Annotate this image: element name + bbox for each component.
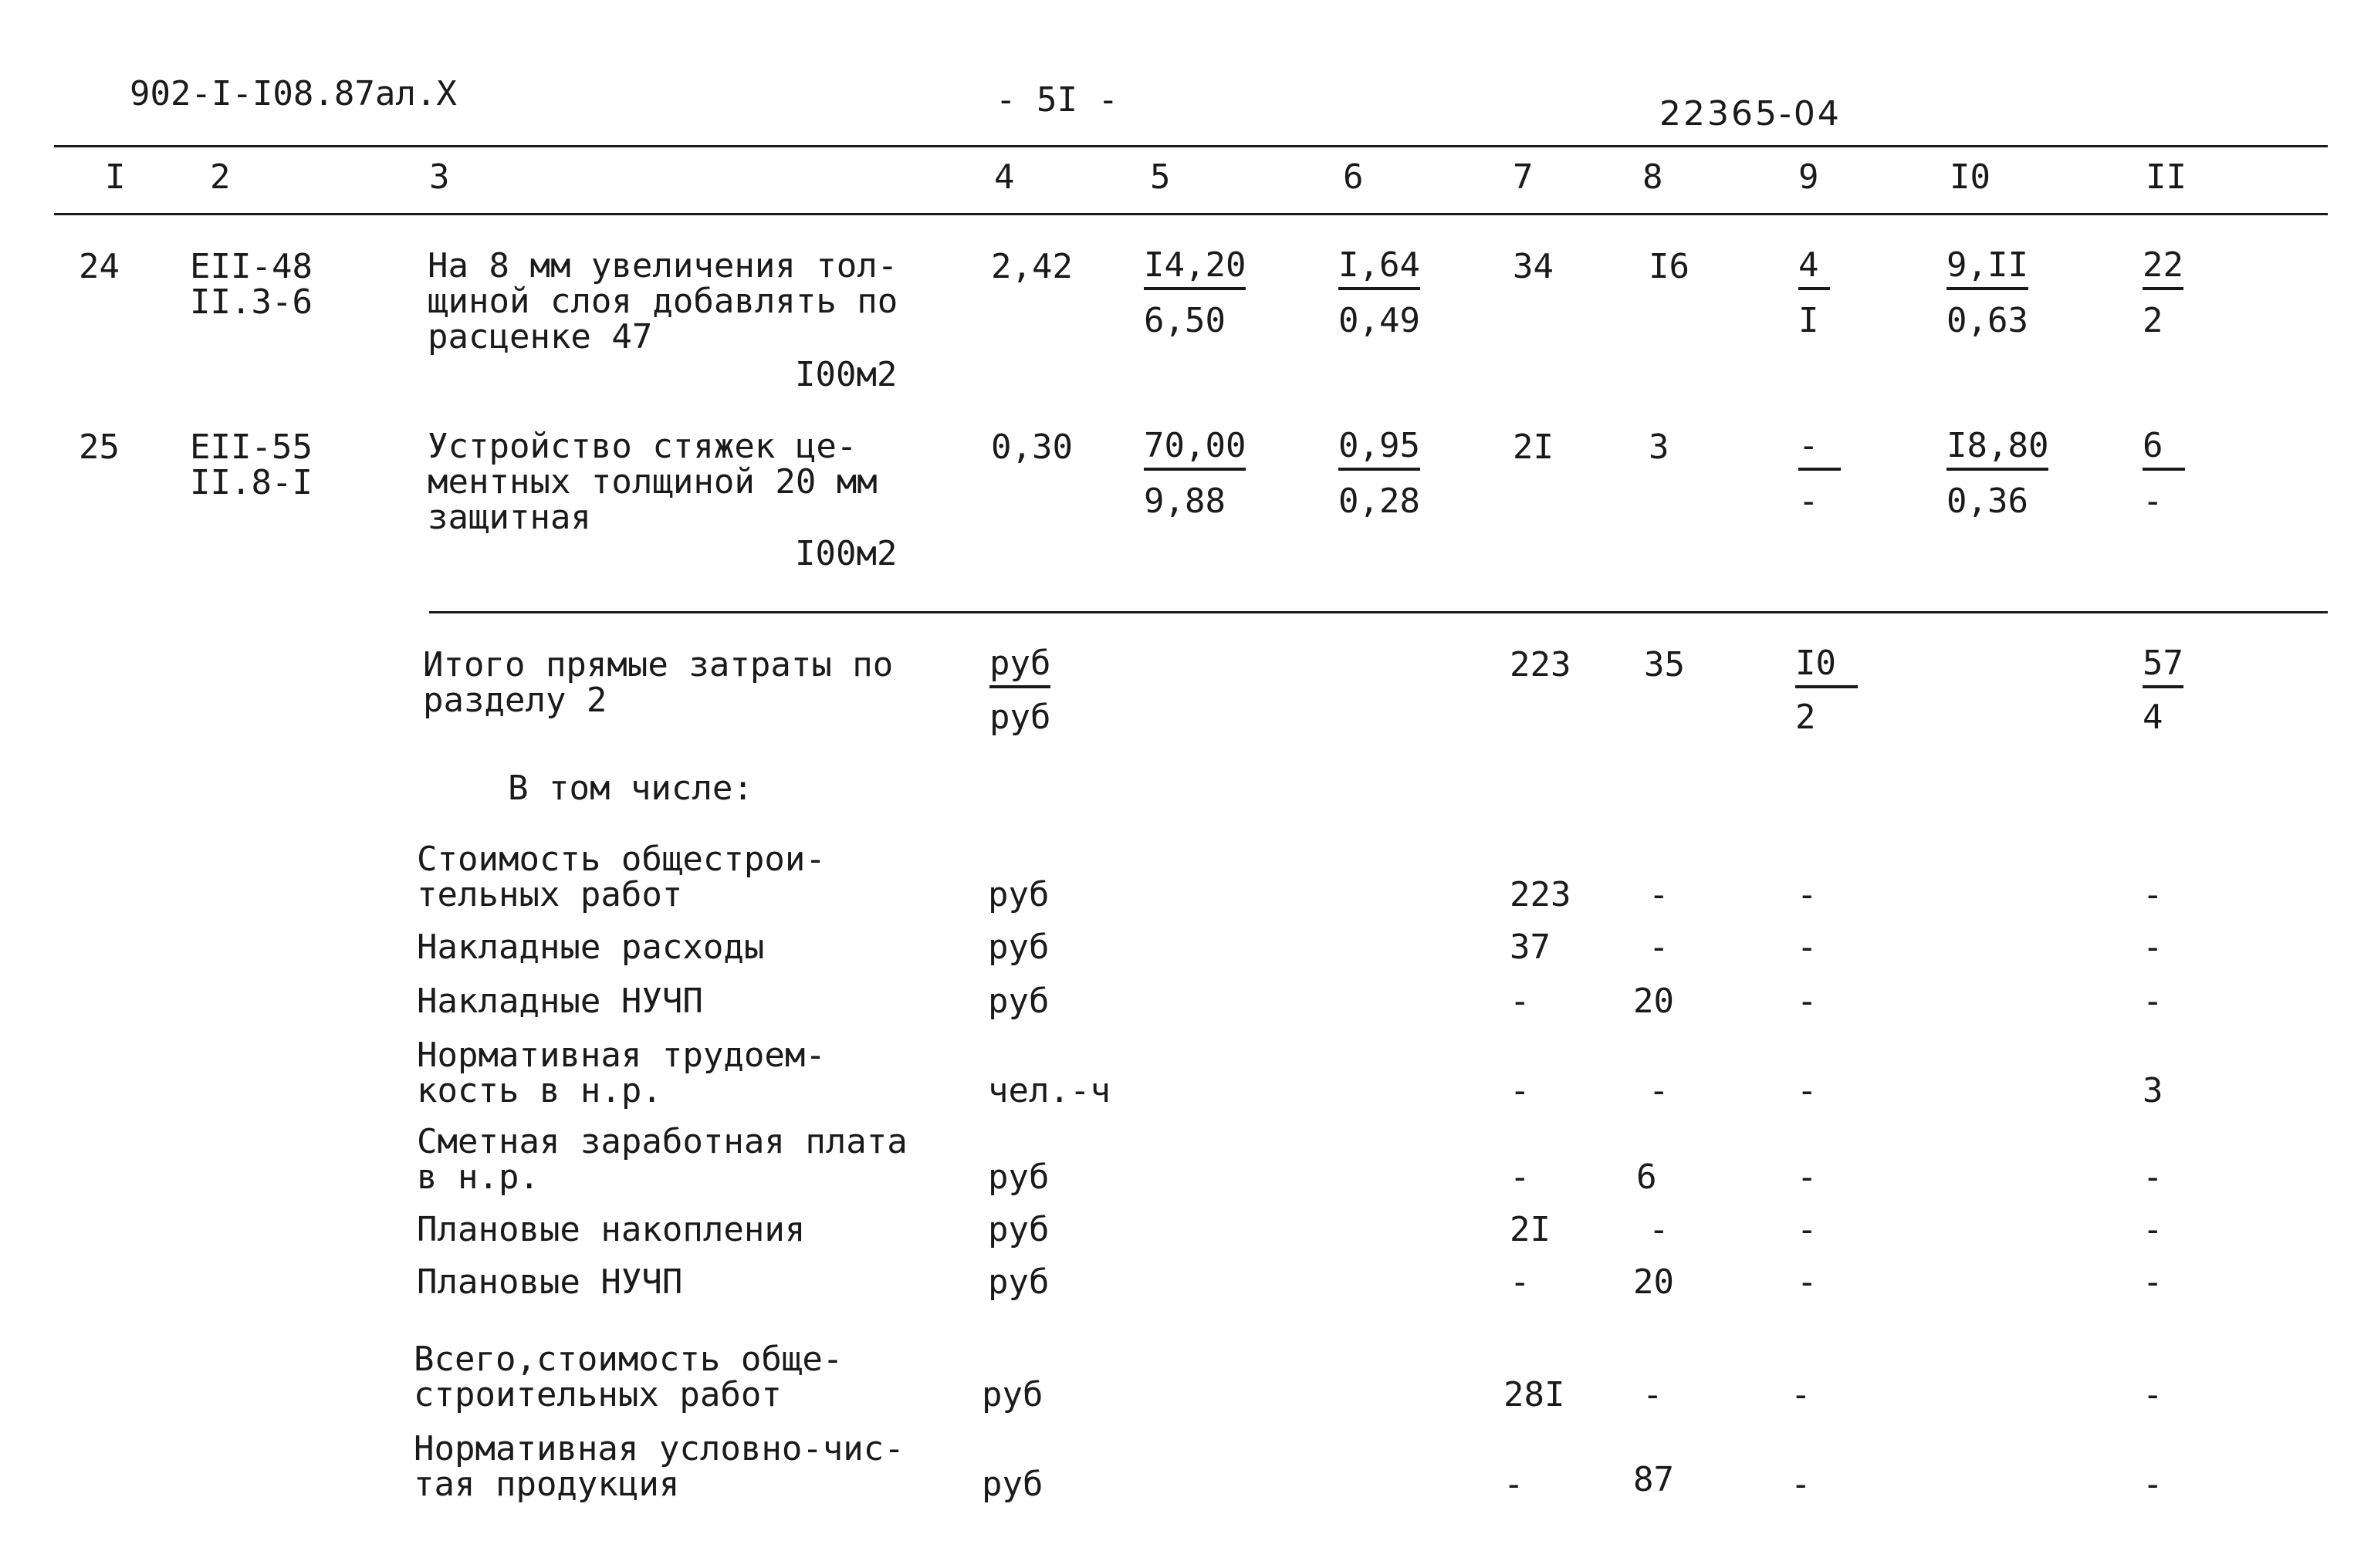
- col11-top: 22: [2143, 248, 2183, 290]
- item-unit: чел.-ч: [988, 1071, 1111, 1110]
- col9-bottom: I: [1798, 301, 1819, 340]
- item-unit: руб: [988, 982, 1050, 1021]
- item-col8: -: [1649, 928, 1669, 967]
- col6-top: 0,95: [1338, 429, 1420, 471]
- item-col8: 87: [1633, 1460, 1674, 1499]
- reference-number: 22365-04: [1659, 94, 1842, 133]
- item-label-line1: Накладные НУЧП: [417, 982, 703, 1021]
- including-heading: В том числе:: [508, 769, 753, 808]
- col5-top: 70,00: [1144, 429, 1246, 471]
- col10-bottom: 0,63: [1947, 301, 2028, 340]
- item-col11: 3: [2143, 1071, 2163, 1110]
- item-unit: руб: [988, 928, 1050, 967]
- total-unit-top: руб: [989, 647, 1050, 688]
- item-col8: -: [1649, 1071, 1669, 1110]
- row-number: 25: [79, 427, 120, 467]
- item-col9: -: [1797, 1262, 1818, 1302]
- col6-top: I,64: [1338, 248, 1420, 290]
- item-unit: руб: [988, 1262, 1050, 1302]
- row-description-line1: На 8 мм увеличения тол-: [428, 246, 898, 286]
- item-col11: -: [2143, 1262, 2163, 1302]
- item-col9: -: [1791, 1375, 1811, 1414]
- col-header-9: 9: [1798, 157, 1819, 197]
- item-col9: -: [1797, 1210, 1818, 1249]
- item-col11: -: [2143, 1375, 2163, 1414]
- item-col9: -: [1791, 1465, 1811, 1504]
- item-col7: 223: [1510, 875, 1571, 914]
- col-header-2: 2: [210, 157, 231, 197]
- col-header-7: 7: [1513, 157, 1534, 197]
- col-header-11: II: [2146, 157, 2187, 197]
- item-col7: -: [1503, 1465, 1524, 1504]
- item-label-line2: тельных работ: [417, 875, 683, 914]
- item-col8: 20: [1633, 1262, 1674, 1302]
- rate-code: EII-48: [190, 247, 313, 286]
- col7-value: 34: [1513, 247, 1554, 286]
- item-col11: -: [2143, 1465, 2163, 1504]
- col10-bottom: 0,36: [1947, 482, 2028, 521]
- item-label-line2: кость в н.р.: [417, 1071, 662, 1110]
- col10-top: 9,II: [1947, 248, 2028, 290]
- total-col8: 35: [1644, 645, 1685, 684]
- item-col7: 37: [1510, 928, 1551, 967]
- header-bottom-rule: [54, 213, 2328, 215]
- col9-top: -: [1798, 429, 1841, 471]
- rate-subcode: II.8-I: [190, 463, 313, 502]
- item-col8: -: [1649, 875, 1669, 914]
- item-col7: -: [1510, 1262, 1530, 1302]
- item-label-line2: строительных работ: [414, 1375, 782, 1414]
- item-unit: руб: [988, 1210, 1050, 1249]
- row-unit: I00м2: [795, 534, 898, 573]
- item-col11: -: [2143, 928, 2163, 967]
- col11-bottom: 2: [2143, 301, 2163, 340]
- col-header-1: I: [105, 157, 126, 197]
- item-col9: -: [1797, 928, 1818, 967]
- item-label-line1: Нормативная условно-чис-: [414, 1429, 905, 1468]
- item-col9: -: [1797, 1157, 1818, 1197]
- row-quantity: 2,42: [991, 247, 1073, 286]
- item-label-line1: Плановые НУЧП: [417, 1262, 683, 1302]
- col9-bottom: -: [1798, 482, 1819, 521]
- item-unit: руб: [988, 1157, 1050, 1197]
- col-header-8: 8: [1642, 157, 1663, 197]
- col-header-10: I0: [1950, 157, 1990, 197]
- total-col9-bottom: 2: [1795, 698, 1816, 737]
- col10-top: I8,80: [1947, 429, 2048, 471]
- item-col8: 20: [1633, 982, 1674, 1021]
- header-top-rule: [54, 145, 2328, 147]
- col11-bottom: -: [2143, 482, 2163, 521]
- row-unit: I00м2: [795, 355, 898, 394]
- document-code: 902-I-I08.87ал.X: [130, 74, 457, 113]
- item-col8: -: [1642, 1375, 1663, 1414]
- item-label-line1: Сметная заработная плата: [417, 1122, 908, 1161]
- rate-code: EII-55: [190, 427, 313, 467]
- col5-top: I4,20: [1144, 248, 1246, 290]
- item-col9: -: [1797, 875, 1818, 914]
- col-header-3: 3: [429, 157, 450, 197]
- total-col9-top: I0: [1795, 647, 1858, 688]
- item-col11: -: [2143, 1157, 2163, 1197]
- row-description-line1: Устройство стяжек це-: [428, 427, 857, 466]
- item-unit: руб: [982, 1465, 1043, 1504]
- item-label-line1: Накладные расходы: [417, 928, 765, 967]
- item-label-line1: Всего,стоимость обще-: [414, 1340, 844, 1379]
- item-col11: -: [2143, 1210, 2163, 1249]
- row-description-line3: расценке 47: [428, 317, 653, 357]
- total-label-line1: Итого прямые затраты по: [423, 645, 894, 684]
- row-description-line2: щиной слоя добавлять по: [428, 282, 898, 321]
- rate-subcode: II.3-6: [190, 282, 313, 322]
- item-col11: -: [2143, 875, 2163, 914]
- col6-bottom: 0,49: [1338, 301, 1420, 340]
- row-number: 24: [79, 247, 120, 286]
- item-label-line1: Стоимость общестрои-: [417, 840, 826, 879]
- item-unit: руб: [982, 1375, 1043, 1414]
- item-col7: -: [1510, 982, 1530, 1021]
- item-label-line2: в н.р.: [417, 1157, 539, 1197]
- col5-bottom: 6,50: [1144, 301, 1226, 340]
- item-col8: 6: [1636, 1157, 1657, 1197]
- item-col11: -: [2143, 982, 2163, 1021]
- col11-top: 6: [2143, 429, 2185, 471]
- item-col7: 28I: [1503, 1375, 1565, 1414]
- total-label-line2: разделу 2: [423, 681, 607, 720]
- row-quantity: 0,30: [991, 427, 1073, 467]
- total-unit-bottom: руб: [989, 698, 1051, 737]
- page-number: - 5I -: [996, 80, 1118, 120]
- col-header-6: 6: [1343, 157, 1364, 197]
- item-col9: -: [1797, 1071, 1818, 1110]
- item-label-line1: Нормативная трудоем-: [417, 1036, 826, 1075]
- total-col11-bottom: 4: [2143, 698, 2163, 737]
- item-label-line2: тая продукция: [414, 1465, 680, 1504]
- col9-top: 4: [1798, 248, 1830, 290]
- item-col8: -: [1649, 1210, 1669, 1249]
- section-divider: [429, 611, 2328, 613]
- col8-value: I6: [1649, 247, 1689, 286]
- col6-bottom: 0,28: [1338, 482, 1420, 521]
- item-col7: -: [1510, 1157, 1530, 1197]
- col8-value: 3: [1649, 427, 1669, 467]
- col-header-4: 4: [994, 157, 1015, 197]
- item-unit: руб: [988, 875, 1050, 914]
- row-description-line2: ментных толщиной 20 мм: [428, 462, 878, 502]
- item-col7: 2I: [1510, 1210, 1551, 1249]
- row-description-line3: защитная: [428, 498, 591, 537]
- total-col7: 223: [1510, 645, 1571, 684]
- col5-bottom: 9,88: [1144, 482, 1226, 521]
- col7-value: 2I: [1513, 427, 1554, 467]
- item-col7: -: [1510, 1071, 1530, 1110]
- item-label-line1: Плановые накопления: [417, 1210, 806, 1249]
- col-header-5: 5: [1150, 157, 1171, 197]
- item-col9: -: [1797, 982, 1818, 1021]
- total-col11-top: 57: [2143, 647, 2183, 688]
